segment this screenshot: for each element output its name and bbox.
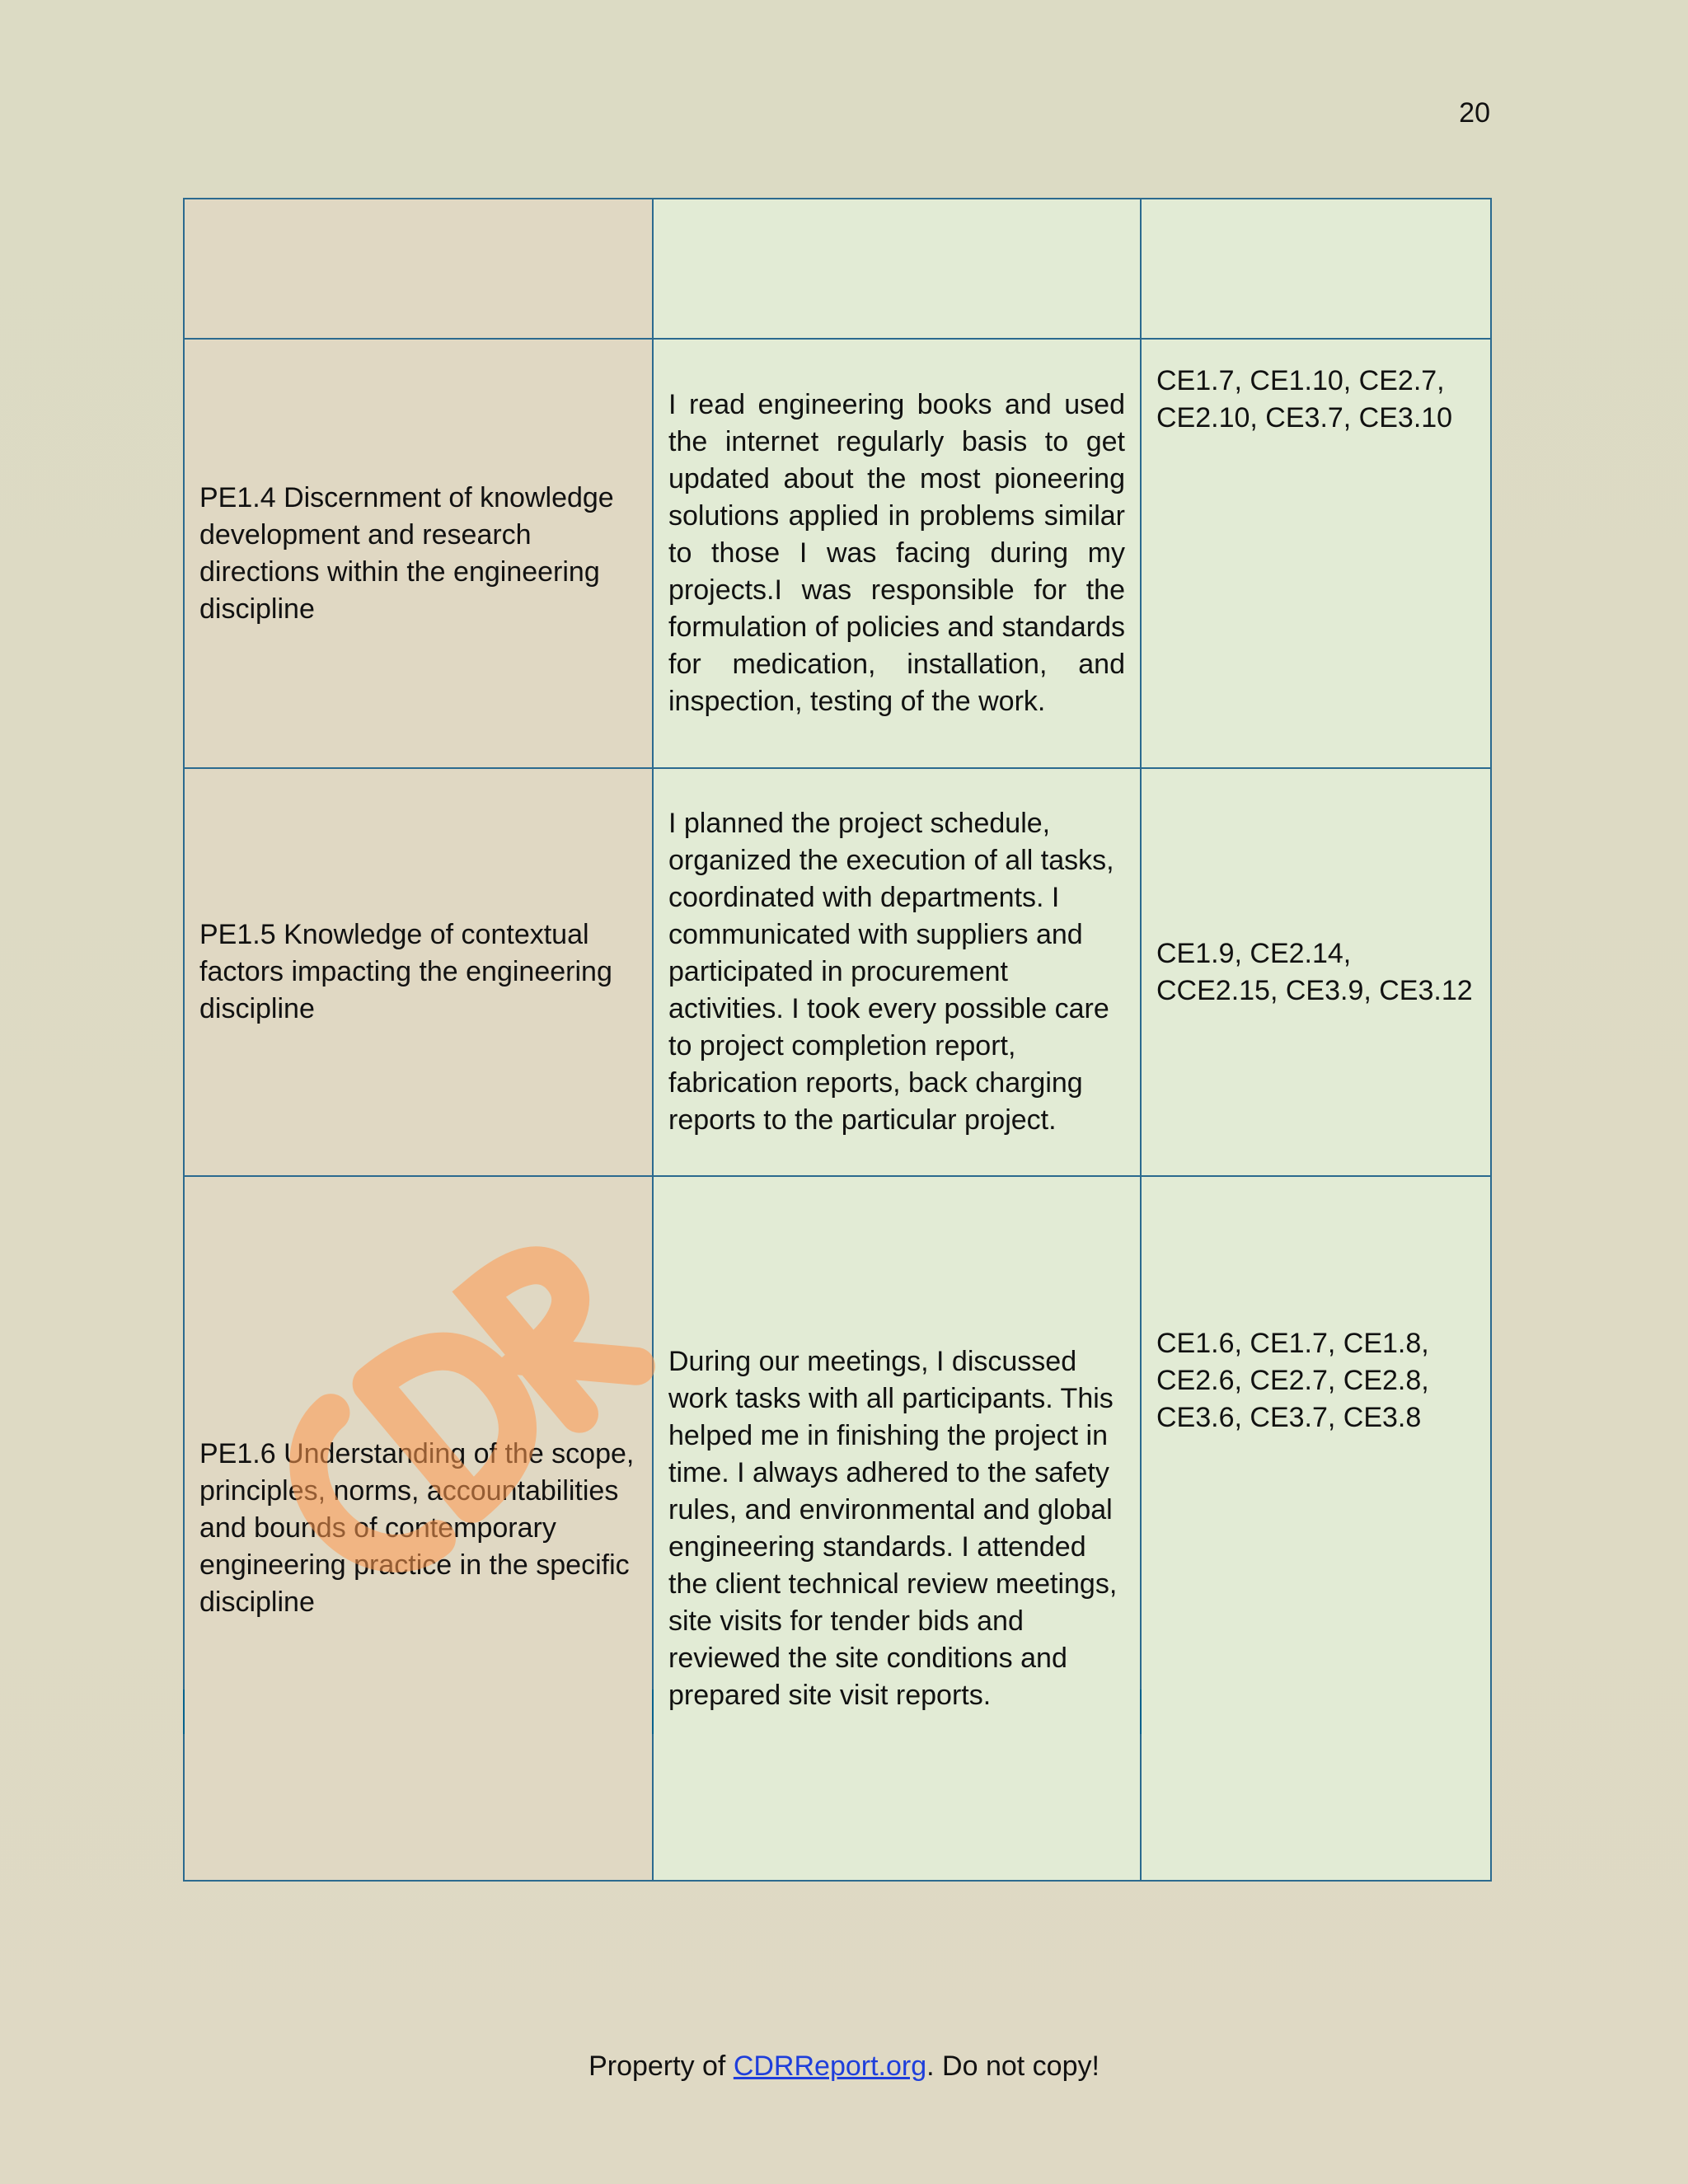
table-row-empty <box>184 199 1491 339</box>
competency-table <box>183 198 1492 1882</box>
table-row <box>184 339 1491 768</box>
career-episode-refs-cell: CE1.6, CE1.7, CE1.8, CE2.6, CE2.7, CE2.8, CE3.6, CE3.7, CE3.8 <box>1141 1176 1491 1881</box>
table-row <box>184 768 1491 1176</box>
footer-suffix: . Do not copy! <box>926 2050 1100 2082</box>
pe-element-cell: PE1.6 Understanding of the scope, principles, norms, accountabilities and bounds of contemporary engineering practice in the specific discipline <box>184 1176 653 1881</box>
footer-notice <box>0 2050 1688 2083</box>
career-episode-refs-cell: CE1.7, CE1.10, CE2.7, CE2.10, CE3.7, CE3.10 <box>1141 339 1491 768</box>
description-cell: During our meetings, I discussed work tasks with all participants. This helped me in finishing the project in time. I always adhered to the safety rules, and environmental and global engineering standards. I attended the client technical review meetings, site visits for tender bids and reviewed the site conditions and prepared site visit reports. <box>653 1176 1141 1881</box>
empty-cell <box>653 199 1141 339</box>
cdrreport-link[interactable]: CDRReport.org <box>733 2050 927 2082</box>
pe-element-cell: PE1.5 Knowledge of contextual factors impacting the engineering discipline <box>184 768 653 1176</box>
table-row <box>184 1176 1491 1881</box>
footer-prefix: Property of <box>588 2050 734 2082</box>
career-episode-refs-cell: CE1.9, CE2.14, CCE2.15, CE3.9, CE3.12 <box>1141 768 1491 1176</box>
description-cell: I read engineering books and used the internet regularly basis to get updated about the most pioneering solutions applied in problems similar to those I was facing during my projects.I was responsible for the formulation of policies and standards for medication, installation, and inspection, testing of the work. <box>653 339 1141 768</box>
empty-cell <box>184 199 653 339</box>
pe-element-cell: PE1.4 Discernment of knowledge development and research directions within the engineering discipline <box>184 339 653 768</box>
description-cell: I planned the project schedule, organized the execution of all tasks, coordinated with departments. I communicated with suppliers and participated in procurement activities. I took every possible care to project completion report, fabrication reports, back charging reports to the particular project. <box>653 768 1141 1176</box>
page-number: 20 <box>1459 97 1490 129</box>
empty-cell <box>1141 199 1491 339</box>
